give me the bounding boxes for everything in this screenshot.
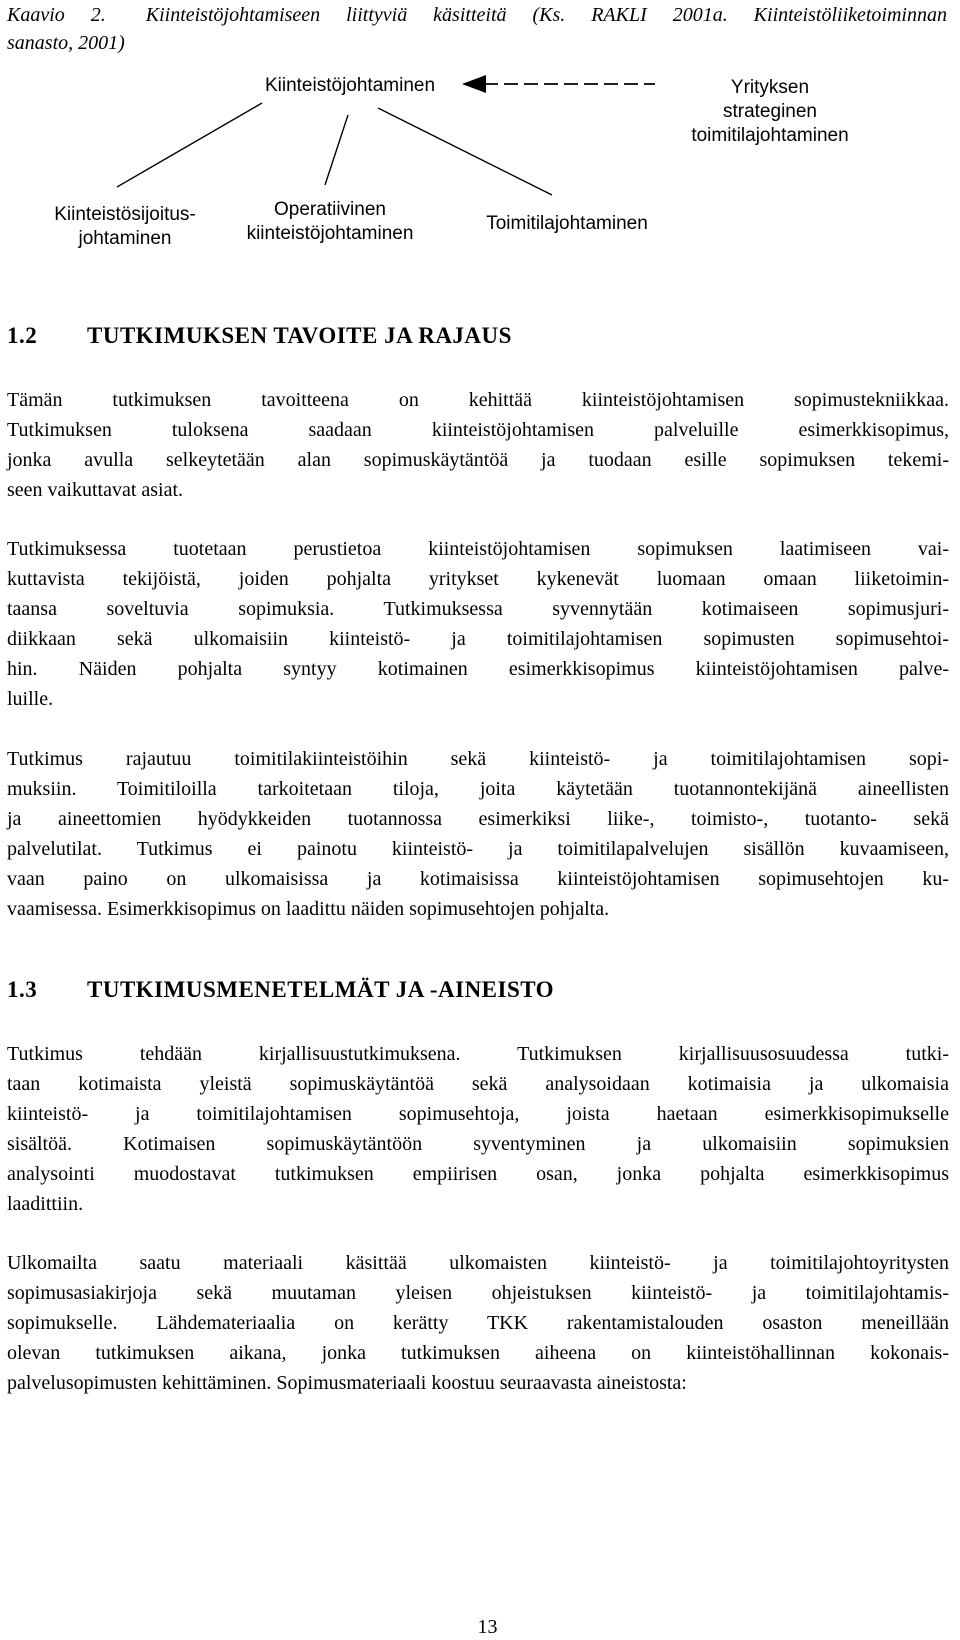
text-line: olevan tutkimuksen aikana, jonka tutkimuksen aiheena on kiinteistöhallinnan kokonais- — [7, 1342, 949, 1364]
section-title: TUTKIMUSMENETELMÄT JA -AINEISTO — [87, 977, 555, 1002]
concept-diagram — [0, 60, 960, 270]
left-node-line-2: johtaminen — [78, 228, 172, 249]
text-line: seen vaikuttavat asiat. — [7, 479, 184, 501]
text-line: vaan paino on ulkomaisissa ja kotimaisissa kiinteistöjohtamisen sopimusehtojen ku- — [7, 868, 949, 890]
node-kiinteistojohtaminen: Kiinteistöjohtaminen — [264, 75, 436, 96]
text-line: palvelutilat. Tutkimus ei painotu kiinteistö- ja toimitilapalvelujen sisällön kuvaamiseen, — [7, 838, 949, 860]
section-title: TUTKIMUKSEN TAVOITE JA RAJAUS — [87, 323, 512, 348]
text-line: kiinteistö- ja toimitilajohtamisen sopimusehtoja, joista haetaan esimerkkisopimukselle — [7, 1103, 949, 1125]
text-line: ja aineettomien hyödykkeiden tuotannossa esimerkiksi liike-, toimisto-, tuotanto- sekä — [7, 808, 949, 830]
paragraph-1-2-3 — [7, 744, 949, 924]
section-heading-1-2 — [7, 321, 512, 351]
text-line: sisältöä. Kotimaisen sopimuskäytäntöön syventyminen ja ulkomaisiin sopimuksien — [7, 1133, 949, 1155]
left-node-line-1: Kiinteistösijoitus- — [54, 204, 196, 225]
text-line: Tämän tutkimuksen tavoitteena on kehittää kiinteistöjohtamisen sopimustekniikkaa. — [7, 389, 949, 411]
paragraph-1-3-1 — [7, 1039, 949, 1219]
text-line: sopimusasiakirjoja sekä muutaman yleisen ohjeistuksen kiinteistö- ja toimitilajohtamis- — [7, 1282, 949, 1304]
section-heading-1-3 — [7, 975, 554, 1005]
text-line: Tutkimuksen tuloksena saadaan kiinteistöjohtamisen palveluille esimerkkisopimus, — [7, 419, 949, 441]
strategic-node-line-3: toimitilajohtaminen — [691, 125, 849, 146]
middle-node-line-1: Operatiivinen — [274, 199, 386, 220]
caption-label: Kaavio 2. — [7, 4, 106, 26]
text-line: laadittiin. — [7, 1193, 84, 1215]
strategic-node-line-2: strateginen — [722, 101, 817, 122]
text-line: hin. Näiden pohjalta syntyy kotimainen esimerkkisopimus kiinteistöjohtamisen palve- — [7, 658, 949, 680]
section-number: 1.3 — [7, 977, 38, 1002]
text-line: Tutkimuksessa tuotetaan perustietoa kiinteistöjohtamisen sopimuksen laatimiseen vai- — [7, 538, 949, 560]
paragraph-1-2-1 — [7, 385, 949, 505]
text-line: Tutkimus tehdään kirjallisuustutkimuksena. Tutkimuksen kirjallisuusosuudessa tutki- — [7, 1043, 949, 1065]
text-line: jonka avulla selkeytetään alan sopimuskäytäntöä ja tuodaan esille sopimuksen tekemi- — [7, 449, 949, 471]
text-line: muksiin. Toimitiloilla tarkoitetaan tiloja, joita käytetään tuotannontekijänä aineellisten — [7, 778, 949, 800]
text-line: taan kotimaista yleistä sopimuskäytäntöä sekä analysoidaan kotimaisia ja ulkomaisia — [7, 1073, 949, 1095]
connector-to-investment — [117, 103, 262, 187]
text-line: taansa soveltuvia sopimuksia. Tutkimuksessa syvennytään kotimaiseen sopimusjuri- — [7, 598, 949, 620]
text-line: luille. — [7, 688, 54, 710]
page-number: 13 — [477, 1616, 498, 1638]
figure-caption — [7, 1, 947, 57]
connector-to-operative — [325, 115, 348, 185]
paragraph-1-2-2 — [7, 534, 949, 714]
arrow-head-icon — [462, 75, 486, 93]
text-line: palvelusopimusten kehittäminen. Sopimusmateriaali koostuu seuraavasta aineistosta: — [7, 1372, 687, 1394]
node-operative-management — [235, 198, 425, 246]
connector-to-facility — [378, 108, 552, 195]
text-line: sopimukselle. Lähdemateriaalia on kerätty TKK rakentamistalouden osaston meneillään — [7, 1312, 949, 1334]
middle-node-line-2: kiinteistöjohtaminen — [246, 223, 414, 244]
text-line: vaamisessa. Esimerkkisopimus on laadittu näiden sopimusehtojen pohjalta. — [7, 898, 610, 920]
text-line: kuttavista tekijöistä, joiden pohjalta yritykset kykenevät luomaan omaan liiketoimin- — [7, 568, 949, 590]
strategic-node-line-1: Yrityksen — [730, 77, 810, 98]
caption-text-line-2: sanasto, 2001) — [7, 32, 125, 54]
node-strategic-facility-management — [670, 76, 870, 148]
section-number: 1.2 — [7, 323, 38, 348]
node-facility-management: Toimitilajohtaminen — [486, 213, 648, 234]
caption-text-line-1: Kiinteistöjohtamiseen liittyviä käsitteitä (Ks. RAKLI 2001a. Kiinteistöliiketoiminnan — [145, 4, 947, 26]
text-line: Tutkimus rajautuu toimitilakiinteistöihin sekä kiinteistö- ja toimitilajohtamisen sopi- — [7, 748, 949, 770]
text-line: analysointi muodostavat tutkimuksen empiirisen osan, jonka pohjalta esimerkkisopimus — [7, 1163, 949, 1185]
paragraph-1-3-2 — [7, 1248, 949, 1398]
text-line: diikkaan sekä ulkomaisiin kiinteistö- ja toimitilajohtamisen sopimusten sopimusehtoi- — [7, 628, 949, 650]
text-line: Ulkomailta saatu materiaali käsittää ulkomaisten kiinteistö- ja toimitilajohtoyritysten — [7, 1252, 949, 1274]
node-investment-management — [40, 203, 210, 251]
